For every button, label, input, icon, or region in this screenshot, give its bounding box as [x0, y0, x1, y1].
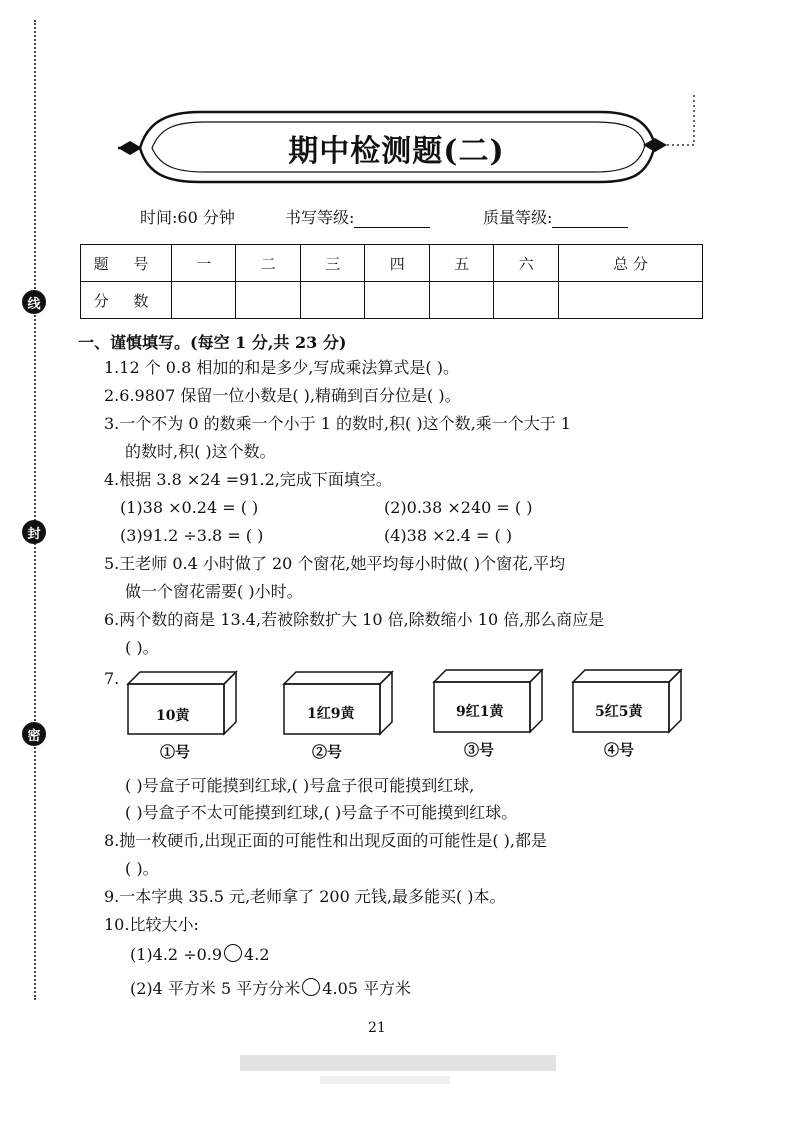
box-3-caption: ③号 — [464, 741, 495, 759]
question-2: 2.6.9807 保留一位小数是( ),精确到百分位是( )。 — [104, 386, 461, 405]
seal-feng: 封 — [22, 520, 46, 544]
score-cell[interactable] — [300, 282, 364, 319]
page-title: 期中检测题(二) — [288, 134, 505, 169]
question-3-line2: 的数时,积( )这个数。 — [125, 442, 276, 461]
box-3-content: 9红1黄 — [456, 704, 504, 720]
compare-right-1: 4.2 — [244, 945, 270, 964]
page-number: 21 — [368, 1020, 386, 1036]
compare-left-1: (1)4.2 ÷0.9 — [130, 945, 223, 964]
question-4-part3: (3)91.2 ÷3.8 = ( ) — [120, 526, 264, 545]
box-4-content: 5红5黄 — [595, 704, 643, 720]
compare-right-2: 4.05 平方米 — [322, 979, 412, 998]
question-4: 4.根据 3.8 ×24 =91.2,完成下面填空。 — [104, 470, 392, 489]
writing-grade-label: 书写等级: — [285, 208, 355, 227]
writing-grade-blank[interactable] — [354, 211, 430, 228]
box-2-caption: ②号 — [312, 743, 343, 761]
question-5-line2: 做一个窗花需要( )小时。 — [125, 582, 303, 601]
table-header-cell: 四 — [365, 245, 429, 282]
score-cell[interactable] — [494, 282, 558, 319]
watermark-blur-small — [320, 1076, 450, 1084]
box-4-caption: ④号 — [604, 741, 635, 759]
table-header-cell: 六 — [494, 245, 558, 282]
score-cell[interactable] — [558, 282, 702, 319]
score-cell[interactable] — [429, 282, 493, 319]
question-1: 1.12 个 0.8 相加的和是多少,写成乘法算式是( )。 — [104, 358, 459, 377]
score-cell[interactable] — [172, 282, 236, 319]
compare-left-2: (2)4 平方米 5 平方分米 — [130, 979, 301, 998]
compare-circle-1[interactable] — [224, 944, 242, 962]
seal-xian: 线 — [22, 290, 46, 314]
question-7-line1: ( )号盒子可能摸到红球,( )号盒子很可能摸到红球, — [125, 776, 475, 795]
box-2-content: 1红9黄 — [307, 706, 355, 722]
question-8-line2: ( )。 — [125, 859, 159, 878]
question-6-line1: 6.两个数的商是 13.4,若被除数扩大 10 倍,除数缩小 10 倍,那么商应是 — [104, 610, 605, 629]
box-1 — [126, 670, 238, 738]
quality-grade-label: 质量等级: — [483, 208, 553, 227]
table-header-cell: 一 — [172, 245, 236, 282]
question-4-part2: (2)0.38 ×240 = ( ) — [384, 498, 533, 517]
table-header-cell: 二 — [236, 245, 300, 282]
table-header-cell: 三 — [300, 245, 364, 282]
box-1-caption: ①号 — [160, 743, 191, 761]
question-10-part1 — [130, 944, 270, 966]
compare-circle-2[interactable] — [302, 978, 320, 996]
seal-mi: 密 — [22, 722, 46, 746]
title-banner — [0, 0, 793, 200]
question-5-line1: 5.王老师 0.4 小时做了 20 个窗花,她平均每小时做( )个窗花,平均 — [104, 554, 566, 573]
question-6-line2: ( )。 — [125, 638, 159, 657]
score-table — [80, 244, 703, 319]
watermark-blur — [240, 1055, 556, 1071]
header-label: 题 号 — [81, 245, 172, 282]
section-heading: 一、谨慎填写。(每空 1 分,共 23 分) — [78, 333, 347, 352]
question-10-part2 — [130, 978, 411, 1000]
table-header-cell: 总 分 — [558, 245, 702, 282]
exam-time: 时间:60 分钟 — [140, 208, 235, 227]
table-row — [81, 282, 703, 319]
box-1-content: 10黄 — [156, 708, 190, 724]
question-8-line1: 8.抛一枚硬币,出现正面的可能性和出现反面的可能性是( ),都是 — [104, 831, 548, 850]
question-4-part4: (4)38 ×2.4 = ( ) — [384, 526, 513, 545]
question-9: 9.一本字典 35.5 元,老师拿了 200 元钱,最多能买( )本。 — [104, 887, 506, 906]
question-10: 10.比较大小: — [104, 915, 199, 934]
question-7-line2: ( )号盒子不太可能摸到红球,( )号盒子不可能摸到红球。 — [125, 803, 518, 822]
question-4-part1: (1)38 ×0.24 = ( ) — [120, 498, 259, 517]
table-row — [81, 245, 703, 282]
quality-grade-blank[interactable] — [552, 211, 628, 228]
question-3-line1: 3.一个不为 0 的数乘一个小于 1 的数时,积( )这个数,乘一个大于 1 — [104, 414, 571, 433]
question-7-number: 7. — [104, 669, 120, 688]
score-cell[interactable] — [365, 282, 429, 319]
score-cell[interactable] — [236, 282, 300, 319]
table-header-cell: 五 — [429, 245, 493, 282]
score-label: 分 数 — [81, 282, 172, 319]
